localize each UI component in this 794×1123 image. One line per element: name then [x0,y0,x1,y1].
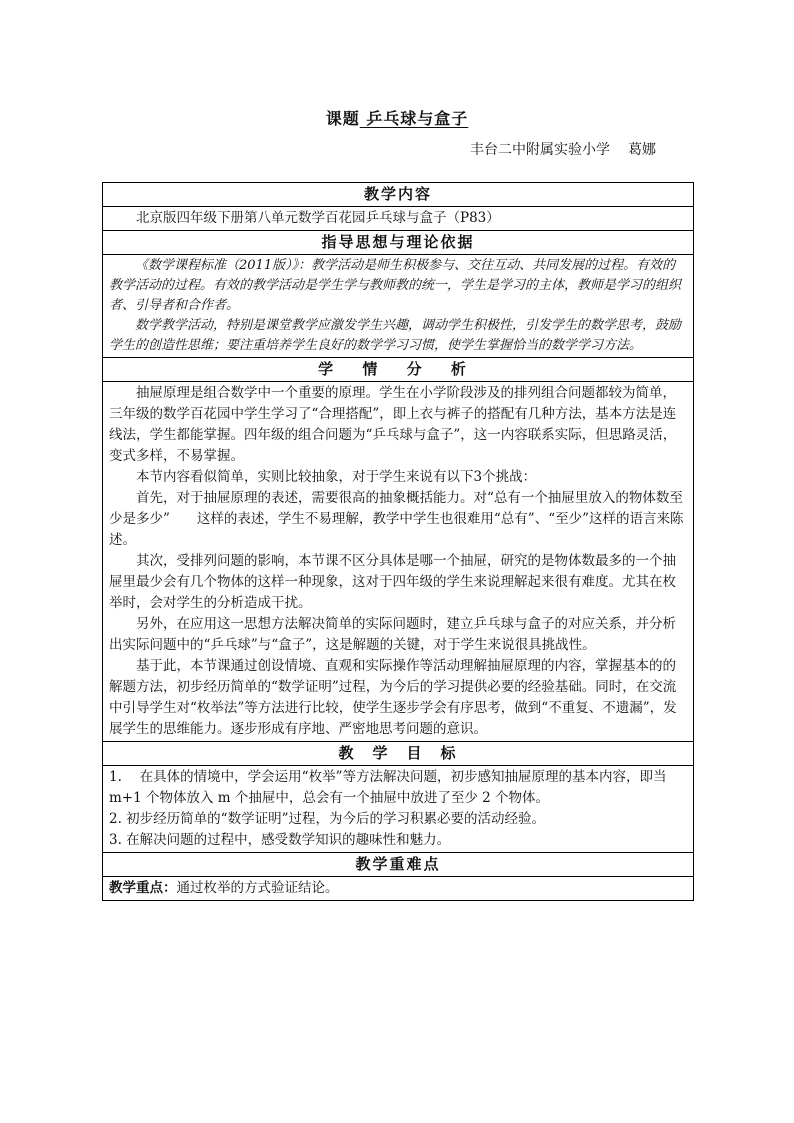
analysis-heading: 学 情 分 析 [103,358,694,382]
lesson-plan-table [102,182,694,901]
analysis-paragraph: 另外，在应用这一思想方法解决简单的实际问题时，建立乒乓球与盒子的对应关系，并分析出实际问题中的“乒乓球”与“盒子”，这是解题的关键，对于学生来说很具挑战性。 [109,616,676,653]
guiding-heading: 指导思想与理论依据 [103,231,694,255]
key-points-heading: 教学重难点 [103,853,694,877]
goals-heading: 教 学 目 标 [103,742,694,766]
school-name: 丰台二中附属实验小学 [470,142,610,158]
content-heading: 教学内容 [103,183,694,207]
key-point-label: 教学重点： [109,880,177,896]
guiding-cell [103,255,694,358]
analysis-cell [103,382,694,742]
analysis-paragraph: 其次，受排列问题的影响，本节课不区分具体是哪一个抽屉，研究的是物体数最多的一个抽屉里最少会有几个物体的这样一种现象，这对于四年级的学生来说理解起来很有难度。尤其在枚举时，会对学生的分析造成干扰。 [109,553,676,611]
key-points-cell [103,877,694,901]
goal-item: 2. 初步经历简单的“数学证明”过程，为今后的学习积累必要的活动经验。 [109,811,545,827]
goals-cell [103,766,694,853]
guiding-paragraph: 数学教学活动，特别是课堂教学应激发学生兴趣，调动学生积极性，引发学生的数学思考，鼓励学生的创造性思维；要注重培养学生良好的数学学习习惯，使学生掌握恰当的数学学习方法。 [109,318,682,353]
goal-item: 1. 在具体的情境中，学会运用“枚举”等方法解决问题，初步感知抽屉原理的基本内容，即当 m+1 个物体放入 m 个抽屉中，总会有一个抽屉中放进了至少 2 个物体。 [109,769,667,806]
analysis-paragraph: 首先，对于抽屉原理的表述，需要很高的抽象概括能力。对“总有一个抽屉里放入的物体数至少是多少” 这样的表述，学生不易理解，教学中学生也很难用“总有”、“至少”这样的语言来陈述。 [109,490,684,548]
key-point-text: 通过枚举的方式验证结论。 [176,880,339,896]
goal-item: 3. 在解决问题的过程中，感受数学知识的趣味性和魅力。 [109,832,451,848]
analysis-paragraph: 本节内容看似简单，实则比较抽象，对于学生来说有以下3个挑战： [136,469,537,485]
author-line [470,139,656,159]
analysis-paragraph: 基于此，本节课通过创设情境、直观和实际操作等活动理解抽屉原理的内容，掌握基本的的解题方法，初步经历简单的“数学证明”过程，为今后的学习提供必要的经验基础。同时，在交流中引导学生对“枚举法”等方法进行比较，使学生逐步学会有序思考，做到“不重复、不遗漏”，发展学生的思维能力。逐步形成有序地、严密地思考问题的意识。 [109,658,677,737]
analysis-paragraph: 抽屉原理是组合数学中一个重要的原理。学生在小学阶段涉及的排列组合问题都较为简单，三年级的数学百花园中学生学习了“合理搭配”，即上衣与裤子的搭配有几种方法，基本方法是连线法，学生都能掌握。四年级的组合问题为“乒乓球与盒子”，这一内容联系实际，但思路灵活，变式多样，不易掌握。 [109,385,677,464]
author-name: 葛娜 [628,142,656,158]
content-text: 北京版四年级下册第八单元数学百花园乒乓球与盒子（P83） [136,210,500,226]
title-prefix: 课题 [325,109,360,128]
guiding-paragraph: 《数学课程标准（2011版）》：教学活动是师生积极参与、交往互动、共同发展的过程。有效的教学活动的过程。有效的教学活动是学生学与教师教的统一，学生是学习的主体，教师是学习的组织者、引导者和合作者。 [109,258,682,313]
title-topic: 乒乓球与盒子 [359,109,469,128]
page-title [0,106,794,129]
content-cell [103,207,694,231]
